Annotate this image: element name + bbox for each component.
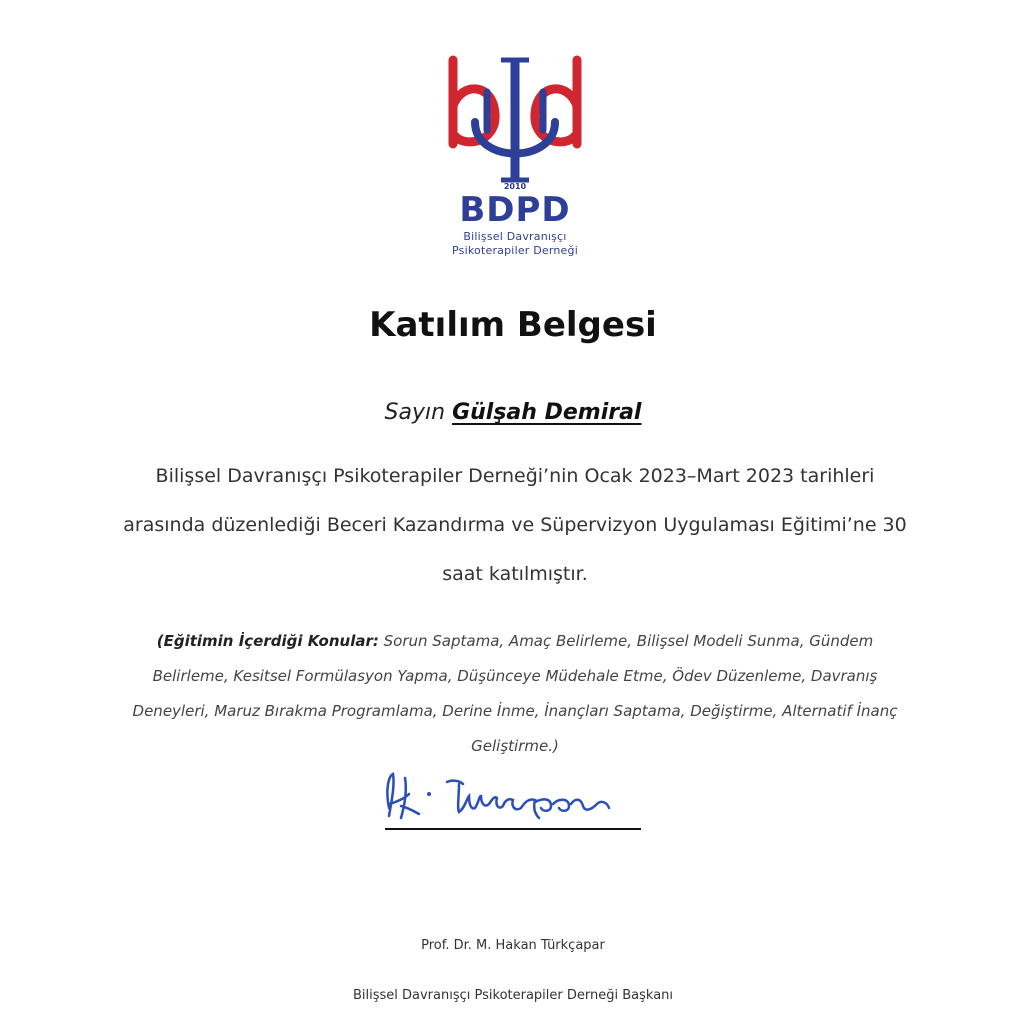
- logo-subtitle-line-1: Bilişsel Davranışçı: [463, 230, 567, 243]
- certificate-title: Katılım Belgesi: [369, 305, 657, 345]
- psi-emblem-icon: [435, 52, 595, 187]
- logo-year: 2010: [503, 182, 527, 191]
- salutation: [0, 400, 1026, 425]
- signature: [375, 768, 645, 834]
- training-topics: [120, 624, 910, 764]
- certificate-body: Bilişsel Davranışçı Psikoterapiler Derneği’nin Ocak 2023–Mart 2023 tarihleri arasında düzenlediği Beceri Kazandırma ve Süpervizyon Uygulaması Eğitimi’ne 30 saat katılmıştır.: [123, 465, 907, 585]
- signature-line: [385, 828, 641, 830]
- logo-subtitle-line-2: Psikoterapiler Derneği: [452, 244, 578, 257]
- signer-title: Bilişsel Davranışçı Psikoterapiler Derneği Başkanı: [352, 988, 674, 1003]
- signer-name: Prof. Dr. M. Hakan Türkçapar: [421, 938, 605, 953]
- recipient-name: Gülşah Demiral: [452, 400, 642, 425]
- logo-acronym: BDPD: [459, 190, 571, 230]
- topics-label: (Eğitimin İçerdiği Konular:: [156, 632, 379, 650]
- salutation-prefix: Sayın: [384, 400, 446, 425]
- topics-text: Sorun Saptama, Amaç Belirleme, Bilişsel Modeli Sunma, Gündem Belirleme, Kesitsel Formülasyon Yapma, Düşünceye Müdehale Etme, Ödev Düzenleme, Davranış Deneyleri, Maruz Bırakma Programlama, Derine İnme, İnançları Saptama, Değiştirme, Alternatif İnanç Geliştirme.): [132, 632, 898, 755]
- bdpd-logo: [435, 52, 595, 267]
